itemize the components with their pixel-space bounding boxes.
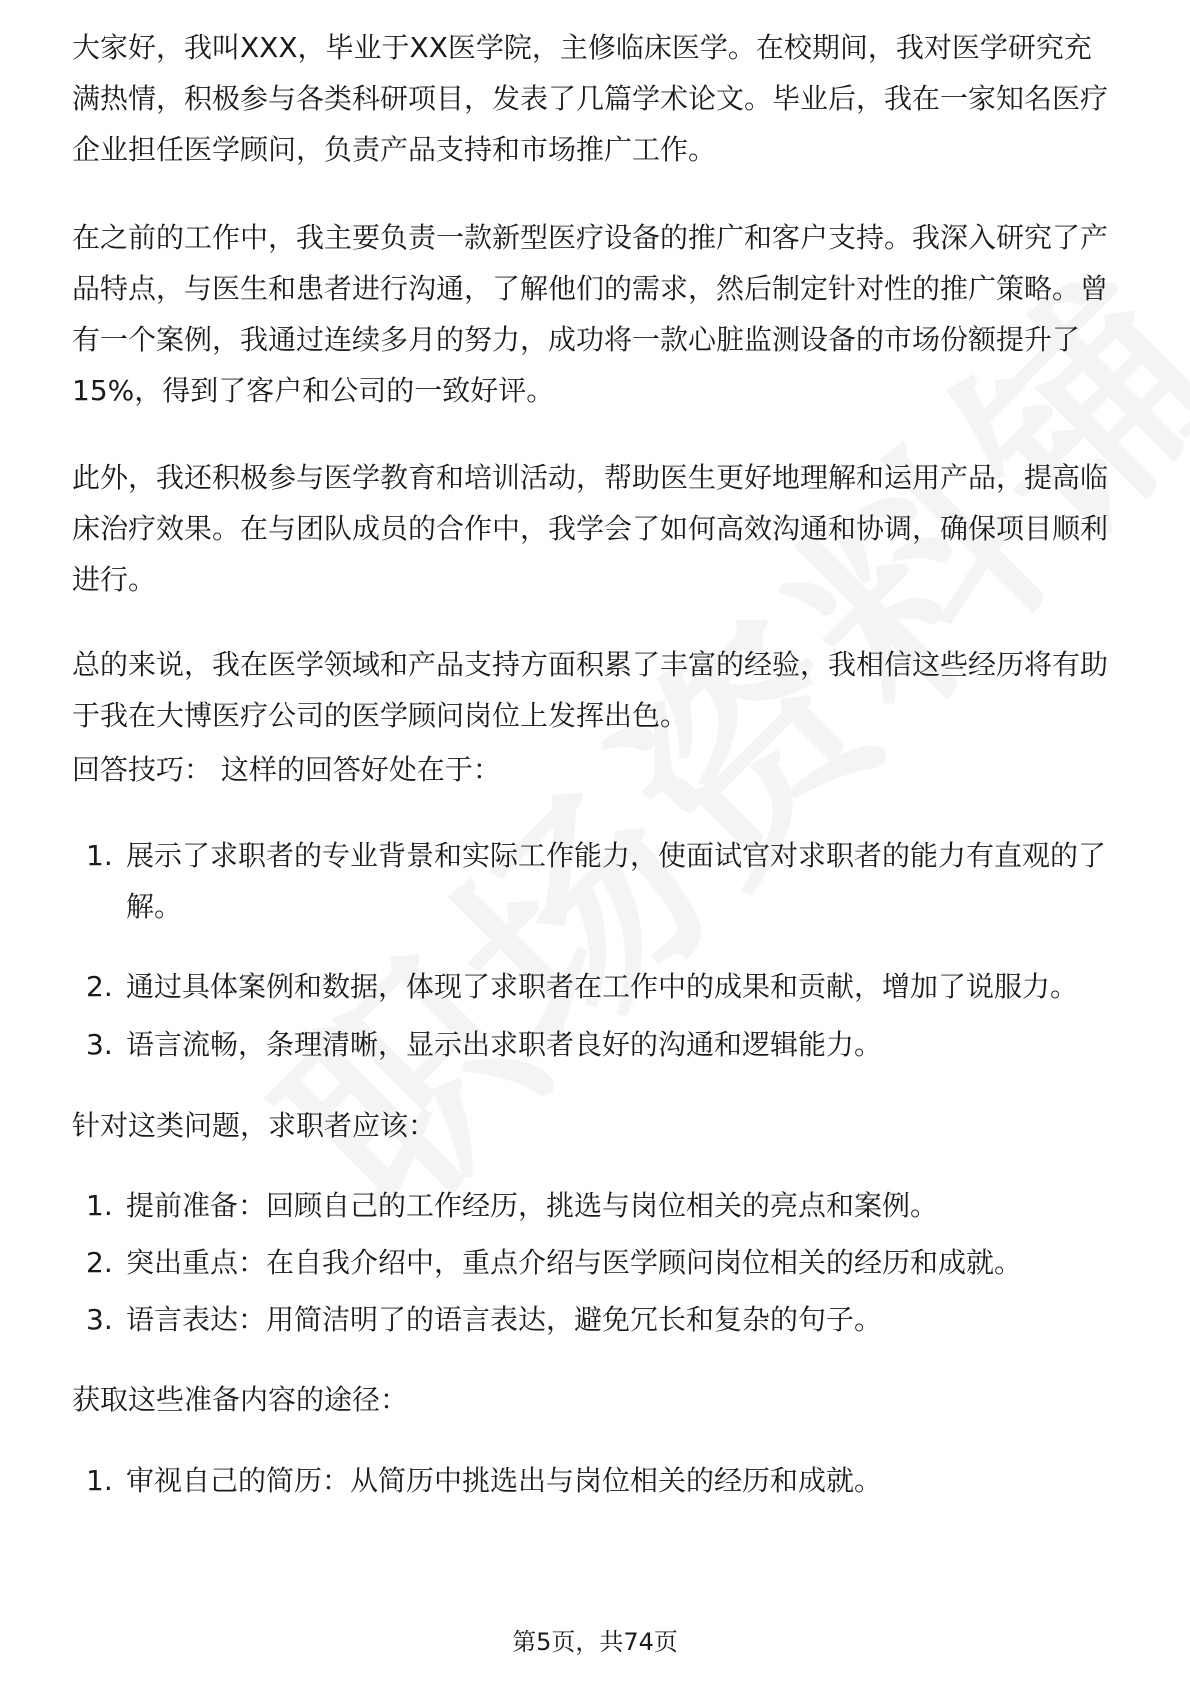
list-text: 突出重点：在自我介绍中，重点介绍与医学顾问岗位相关的经历和成就。 [126, 1246, 1023, 1279]
list-number: 1. [86, 839, 113, 872]
list-number: 2. [86, 1246, 113, 1279]
should-heading: 针对这类问题，求职者应该： [72, 1109, 437, 1142]
tips-heading: 回答技巧： 这样的回答好处在于： [72, 753, 501, 786]
list-text: 展示了求职者的专业背景和实际工作能力，使面试官对求职者的能力有直观的了解。 [126, 839, 1107, 923]
paragraph-summary: 总的来说，我在医学领域和产品支持方面积累了丰富的经验，我相信这些经历将有助于我在大博医疗公司的医学顾问岗位上发挥出色。 [72, 648, 1109, 732]
list-text: 语言流畅，条理清晰，显示出求职者良好的沟通和逻辑能力。 [126, 1028, 883, 1061]
paragraph-additional: 此外，我还积极参与医学教育和培训活动，帮助医生更好地理解和运用产品，提高临床治疗效果。在与团队成员的合作中，我学会了如何高效沟通和协调，确保项目顺利进行。 [72, 461, 1109, 596]
sources-heading: 获取这些准备内容的途径： [72, 1383, 409, 1416]
list-number: 1. [86, 1189, 113, 1222]
list-number: 1. [86, 1464, 113, 1497]
list-number: 3. [86, 1303, 113, 1336]
list-number: 2. [86, 970, 113, 1003]
paragraph-intro: 大家好，我叫XXX，毕业于XX医学院，主修临床医学。在校期间，我对医学研究充满热情，积极参与各类科研项目，发表了几篇学术论文。毕业后，我在一家知名医疗企业担任医学顾问，负责产品支持和市场推广工作。 [72, 31, 1109, 166]
paragraph-work-experience: 在之前的工作中，我主要负责一款新型医疗设备的推广和客户支持。我深入研究了产品特点，与医生和患者进行沟通，了解他们的需求，然后制定针对性的推广策略。曾有一个案例，我通过连续多月的努力，成功将一款心脏监测设备的市场份额提升了15%，得到了客户和公司的一致好评。 [72, 221, 1109, 407]
list-text: 提前准备：回顾自己的工作经历，挑选与岗位相关的亮点和案例。 [126, 1189, 939, 1222]
page-number-footer: 第5页，共74页 [512, 1628, 678, 1656]
list-text: 通过具体案例和数据，体现了求职者在工作中的成果和贡献，增加了说服力。 [126, 970, 1079, 1003]
list-text: 语言表达：用简洁明了的语言表达，避免冗长和复杂的句子。 [126, 1303, 883, 1336]
list-number: 3. [86, 1028, 113, 1061]
list-text: 审视自己的简历：从简历中挑选出与岗位相关的经历和成就。 [126, 1464, 883, 1497]
